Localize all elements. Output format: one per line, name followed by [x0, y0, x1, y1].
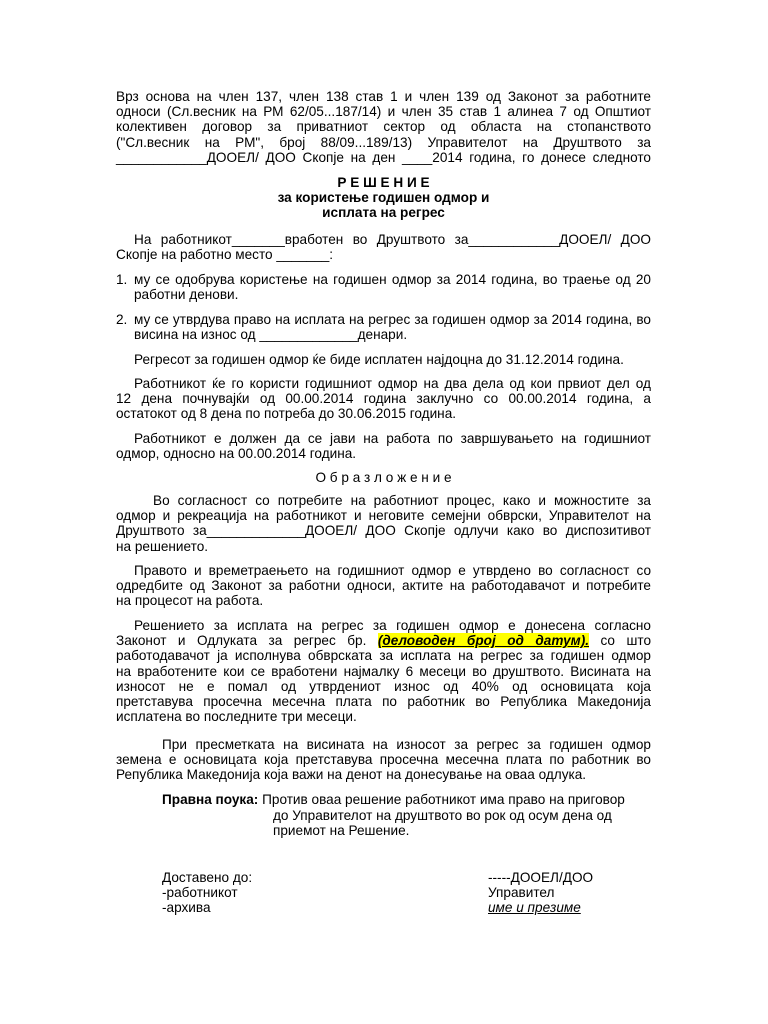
signature-block [488, 870, 593, 916]
preamble-line: односи (Сл.весник на РМ 62/05...187/14) и член 35 став 1 алинеа 7 од Општиот [116, 104, 651, 120]
delivered-item: -работникот [162, 885, 238, 901]
reasoning-paragraph-4 [116, 737, 651, 783]
title-sub: исплата на регрес [322, 205, 445, 221]
reasoning-title [116, 470, 651, 485]
preamble-line: ("Сл.весник на РМ", број 88/09...189/13) Управителот на Друштвото за [116, 134, 651, 150]
intro-line: Скопје на работно место _______: [116, 247, 334, 263]
reasoning-line: износот не е помал од утврдениот износ од 40% од основицата која [116, 678, 651, 694]
intro-paragraph [116, 232, 651, 262]
return-work-paragraph [116, 431, 651, 461]
list-item-number: 2. [116, 312, 128, 327]
title-sub: за користење годишен одмор и [277, 190, 490, 206]
title-main: Р Е Ш Е Н И Е [337, 175, 430, 190]
reasoning-title-text: О б р а з л о ж е н и е [315, 470, 452, 485]
preamble [116, 89, 651, 165]
reasoning-line: исплатена во последните три месеци. [116, 709, 357, 725]
regres-paid-line: Регресот за годишен одмор ќе биде исплатен најдоцна до 31.12.2014 година. [134, 352, 624, 367]
reasoning-line: на вработените кои се вработени најмалку 6 месеци во друштвото. Висината на [116, 663, 651, 679]
reasoning-line: на процесот на работа. [116, 593, 264, 609]
intro-line: На работникот_______вработен во Друштвото за____________ДООЕЛ/ ДОО [134, 232, 651, 247]
reasoning-line: Република Македонија која важи на денот на донесување на оваа одлука. [116, 767, 587, 783]
signature-company: -----ДООЕЛ/ДОО [488, 870, 594, 885]
delivered-title: Доставено до: [162, 870, 253, 885]
list-item-text: му се одобрува користење на годишен одмор за 2014 година, во траење од 20 работни денови. [134, 272, 651, 303]
legal-notice-label: Правна поука: [162, 792, 259, 807]
list-item [116, 272, 651, 302]
decision-title [116, 175, 651, 221]
list-item-number: 1. [116, 272, 128, 287]
reasoning-paragraph-2 [116, 563, 651, 609]
legal-notice-continuation [273, 808, 653, 838]
legal-notice-line: Против оваа решение работникот има право на приговор [262, 792, 625, 807]
reasoning-line-with-reference [116, 633, 651, 648]
list-item-text: му се утврдува право на исплата на регрес за годишен одмор за 2014 година, во висина на износ од _____________денари. [134, 312, 651, 343]
reasoning-line: земена е основицата која претставува просечна месечна плата по работник во [116, 752, 651, 768]
delivered-item: -архива [162, 900, 211, 916]
legal-notice-line: до Управителот на друштвото во рок од осум дена од [273, 808, 612, 823]
legal-notice [162, 792, 652, 807]
reasoning-text: Законот и Одлуката за регрес бр. [116, 633, 367, 649]
vacation-parts-paragraph [116, 376, 651, 422]
reasoning-line: одмор и рекреација на работникот и неговите семејни обврски, Управителот на [116, 508, 651, 524]
regres-paid-paragraph [116, 352, 651, 367]
reasoning-line: работодавачот ја исполнува обврската за исплата на регрес за годишен одмор [116, 648, 651, 664]
reasoning-line: одредбите од Законот за работни односи, актите на работодавачот и потребите [116, 578, 651, 594]
return-work-line: одмор, односно на 00.00.2014 година. [116, 446, 357, 462]
reasoning-text: со што [600, 633, 652, 649]
reasoning-line: Друштвото за_____________ДООЕЛ/ ДОО Скопје одлучи како во диспозитивот [116, 523, 651, 539]
vacation-parts-line: 12 дена почнувајќи од 00.00.2014 година заклучно со 00.00.2014 година, а [116, 391, 651, 407]
reasoning-line: претставува просечна месечна плата по работник во Република Македонија [116, 694, 651, 710]
return-work-line: Работникот е должен да се јави на работа по завршувањето на годишниот [134, 431, 651, 446]
list-item [116, 312, 651, 342]
reasoning-line: Решението за исплата на регрес за годишен одмор е донесена согласно [134, 618, 651, 633]
preamble-line: колективен договор за приватниот сектор од областа на стопанството [116, 119, 651, 135]
preamble-line: Врз основа на член 137, член 138 став 1 и член 139 од Законот за работните [116, 89, 651, 104]
signature-role: Управител [488, 885, 555, 901]
vacation-parts-line: Работникот ќе го користи годишниот одмор на два дела од кои првиот дел од [134, 376, 651, 391]
delivered-to [162, 870, 252, 916]
vacation-parts-line: остатокот од 8 дена по потреба до 30.06.2015 година. [116, 406, 457, 422]
reasoning-paragraph-1 [116, 493, 651, 554]
reasoning-line: Правото и времетраењето на годишниот одмор е утврдено во согласност со [134, 563, 651, 578]
reasoning-line: При пресметката на висината на износот за регрес за годишен одмор [162, 737, 651, 752]
legal-notice-line: приемот на Решение. [273, 823, 410, 839]
reference-number-highlight: (деловоден број од датум). [377, 633, 589, 649]
reasoning-line: Во согласност со потребите на работниот процес, како и можностите за [153, 493, 651, 508]
preamble-line: ____________ДООЕЛ/ ДОО Скопје на ден ____2014 година, го донесе следното [116, 149, 651, 165]
reasoning-paragraph-3 [116, 618, 651, 724]
signature-name: име и презиме [488, 900, 581, 916]
reasoning-line: на решението. [116, 538, 209, 554]
